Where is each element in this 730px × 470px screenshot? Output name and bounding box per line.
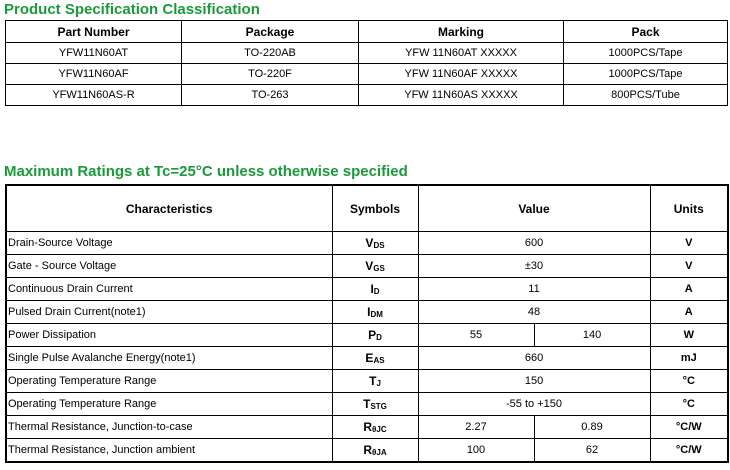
package-cell: TO-220AB <box>182 43 359 64</box>
table-row <box>6 255 728 278</box>
symbol-subscript: J <box>376 379 381 388</box>
unit-cell: °C/W <box>650 416 728 439</box>
unit-cell: °C <box>650 370 728 393</box>
unit-cell: V <box>650 232 728 255</box>
characteristic-cell: Continuous Drain Current <box>6 278 332 301</box>
table-row <box>6 370 728 393</box>
value-cell: 55 <box>418 324 534 347</box>
symbol-letter: V <box>365 259 374 273</box>
table-row <box>6 347 728 370</box>
value-cell: 150 <box>418 370 650 393</box>
symbol-cell <box>332 439 418 463</box>
symbol-letter: V <box>365 236 374 250</box>
product-spec-title: Product Specification Classification <box>4 1 260 18</box>
header-symbols: Symbols <box>332 185 418 232</box>
header-value: Value <box>418 185 650 232</box>
value-cell: 62 <box>534 439 650 463</box>
symbol-letter: I <box>367 305 371 319</box>
characteristic-cell: Drain-Source Voltage <box>6 232 332 255</box>
symbol-letter: R <box>363 443 373 457</box>
symbol-cell <box>332 416 418 439</box>
symbol-letter: R <box>363 420 373 434</box>
symbol-subscript: STG <box>370 402 387 411</box>
characteristic-cell: Gate - Source Voltage <box>6 255 332 278</box>
symbol-subscript: DS <box>373 241 385 250</box>
table-row <box>6 301 728 324</box>
header-characteristics: Characteristics <box>6 185 332 232</box>
symbol-cell <box>332 232 418 255</box>
spec-header-row <box>6 21 728 43</box>
part-number-cell: YFW11N60AT <box>6 43 182 64</box>
symbol-cell <box>332 278 418 301</box>
characteristic-cell: Power Dissipation <box>6 324 332 347</box>
symbol-cell <box>332 347 418 370</box>
unit-cell: °C/W <box>650 439 728 463</box>
table-row <box>6 85 728 106</box>
marking-cell: YFW 11N60AF XXXXX <box>359 64 564 85</box>
header-marking: Marking <box>359 21 564 43</box>
value-cell: -55 to +150 <box>418 393 650 416</box>
table-row <box>6 416 728 439</box>
unit-cell: V <box>650 255 728 278</box>
characteristic-cell: Thermal Resistance, Junction-to-case <box>6 416 332 439</box>
value-cell: 100 <box>418 439 534 463</box>
ratings-header-row <box>6 185 728 232</box>
part-number-cell: YFW11N60AF <box>6 64 182 85</box>
table-row <box>6 324 728 347</box>
value-cell: 2.27 <box>418 416 534 439</box>
header-part-number: Part Number <box>6 21 182 43</box>
header-pack: Pack <box>564 21 728 43</box>
value-cell: 0.89 <box>534 416 650 439</box>
value-cell: 48 <box>418 301 650 324</box>
symbol-letter: T <box>363 397 371 411</box>
symbol-letter: E <box>365 351 374 365</box>
symbol-cell <box>332 393 418 416</box>
value-cell: 600 <box>418 232 650 255</box>
symbol-cell <box>332 324 418 347</box>
table-row <box>6 43 728 64</box>
maximum-ratings-table <box>5 184 729 463</box>
pack-cell: 1000PCS/Tape <box>564 64 728 85</box>
marking-cell: YFW 11N60AT XXXXX <box>359 43 564 64</box>
characteristic-cell: Pulsed Drain Current(note1) <box>6 301 332 324</box>
value-cell: ±30 <box>418 255 650 278</box>
symbol-subscript: D <box>376 333 382 342</box>
header-units: Units <box>650 185 728 232</box>
symbol-subscript: GS <box>373 264 385 273</box>
symbol-subscript: AS <box>373 356 385 365</box>
unit-cell: °C <box>650 393 728 416</box>
symbol-cell <box>332 255 418 278</box>
symbol-subscript: θJC <box>372 425 387 434</box>
symbol-letter: P <box>368 328 377 342</box>
table-row <box>6 439 728 463</box>
symbol-letter: I <box>370 282 374 296</box>
unit-cell: mJ <box>650 347 728 370</box>
unit-cell: A <box>650 278 728 301</box>
characteristic-cell: Thermal Resistance, Junction ambient <box>6 439 332 463</box>
table-row <box>6 393 728 416</box>
symbol-subscript: θJA <box>372 448 387 457</box>
maximum-ratings-title: Maximum Ratings at Tc=25°C unless otherwise specified <box>4 163 408 180</box>
characteristic-cell: Single Pulse Avalanche Energy(note1) <box>6 347 332 370</box>
symbol-letter: T <box>369 374 377 388</box>
unit-cell: A <box>650 301 728 324</box>
characteristic-cell: Operating Temperature Range <box>6 393 332 416</box>
unit-cell: W <box>650 324 728 347</box>
symbol-cell <box>332 301 418 324</box>
value-cell: 660 <box>418 347 650 370</box>
header-package: Package <box>182 21 359 43</box>
marking-cell: YFW 11N60AS XXXXX <box>359 85 564 106</box>
pack-cell: 1000PCS/Tape <box>564 43 728 64</box>
symbol-subscript: D <box>373 287 380 296</box>
symbol-subscript: DM <box>370 310 383 319</box>
package-cell: TO-220F <box>182 64 359 85</box>
table-row <box>6 278 728 301</box>
value-cell: 11 <box>418 278 650 301</box>
characteristic-cell: Operating Temperature Range <box>6 370 332 393</box>
table-row <box>6 232 728 255</box>
value-cell: 140 <box>534 324 650 347</box>
table-row <box>6 64 728 85</box>
package-cell: TO-263 <box>182 85 359 106</box>
pack-cell: 800PCS/Tube <box>564 85 728 106</box>
product-spec-table <box>5 20 728 106</box>
part-number-cell: YFW11N60AS-R <box>6 85 182 106</box>
symbol-cell <box>332 370 418 393</box>
